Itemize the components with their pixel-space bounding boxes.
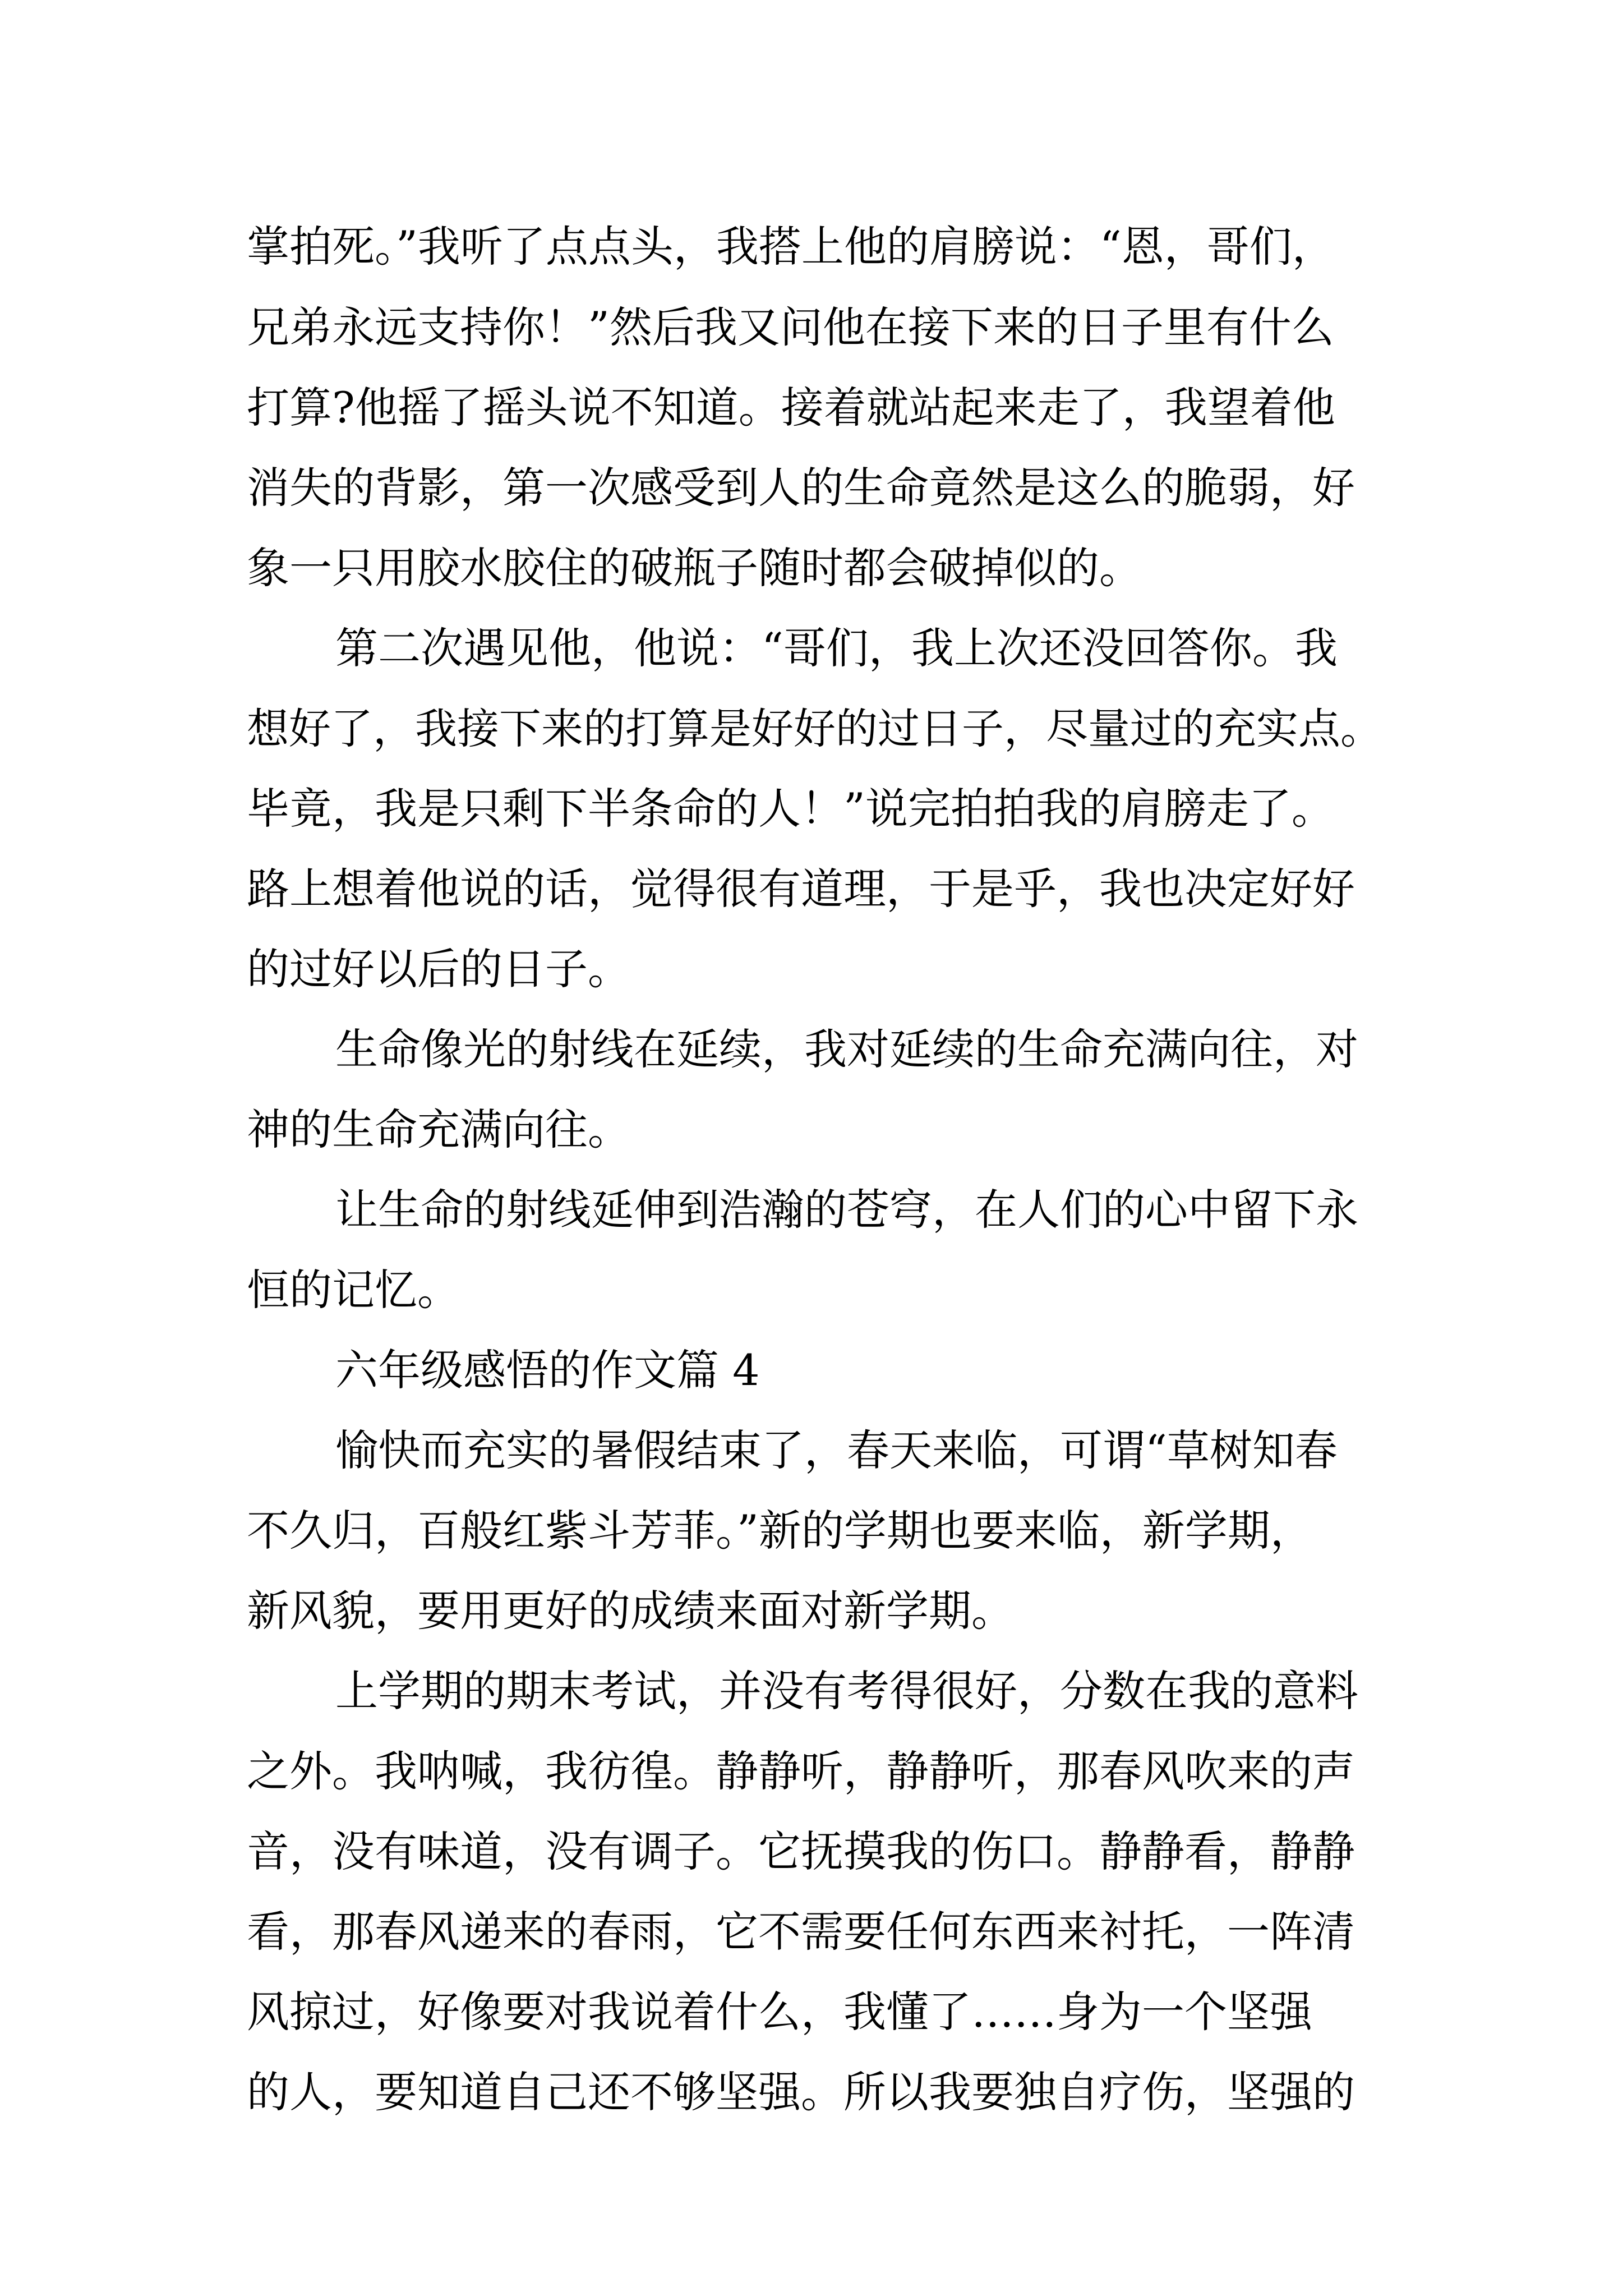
text-line: 象一只用胶水胶住的破瓶子随时都会破掉似的。 bbox=[247, 543, 1142, 593]
text-line: 生命像光的射线在延续，我对延续的生命充满向往，对 bbox=[335, 1024, 1358, 1074]
text-line: 想好了，我接下来的打算是好好的过日子，尽量过的充实点。 bbox=[247, 704, 1383, 753]
text-line: 新风貌，要用更好的成绩来面对新学期。 bbox=[247, 1586, 1014, 1636]
text-line: 路上想着他说的话，觉得很有道理，于是乎，我也决定好好 bbox=[247, 864, 1355, 914]
text-line: 打算?他摇了摇头说不知道。接着就站起来走了，我望着他 bbox=[247, 383, 1335, 432]
text-line: 神的生命充满向往。 bbox=[247, 1105, 630, 1154]
text-line: 兄弟永远支持你！”然后我又问他在接下来的日子里有什么 bbox=[247, 302, 1334, 352]
text-line: 愉快而充实的暑假结束了，春天来临，可谓“草树知春 bbox=[335, 1425, 1338, 1475]
text-line: 的人，要知道自己还不够坚强。所以我要独自疗伤，坚强的 bbox=[247, 2067, 1355, 2117]
text-line: 之外。我呐喊，我彷徨。静静听，静静听，那春风吹来的声 bbox=[247, 1746, 1355, 1796]
text-line: 掌拍死。”我听了点点头，我搭上他的肩膀说：“恩，哥们， bbox=[247, 222, 1335, 272]
text-line: 看，那春风递来的春雨，它不需要任何东西来衬托，一阵清 bbox=[247, 1907, 1355, 1957]
section-heading: 六年级感悟的作文篇 4 bbox=[335, 1345, 760, 1395]
text-line: 让生命的射线延伸到浩瀚的苍穹，在人们的心中留下永 bbox=[335, 1185, 1358, 1235]
text-line: 风掠过，好像要对我说着什么，我懂了……身为一个坚强 bbox=[247, 1987, 1312, 2037]
text-line: 音，没有味道，没有调子。它抚摸我的伤口。静静看，静静 bbox=[247, 1826, 1355, 1876]
text-line: 上学期的期末考试，并没有考得很好，分数在我的意料 bbox=[335, 1666, 1358, 1716]
text-line: 消失的背影，第一次感受到人的生命竟然是这么的脆弱，好 bbox=[247, 463, 1355, 513]
text-line: 毕竟，我是只剩下半条命的人！”说完拍拍我的肩膀走了。 bbox=[247, 784, 1334, 834]
text-line: 的过好以后的日子。 bbox=[247, 944, 630, 994]
text-line: 第二次遇见他，他说：“哥们，我上次还没回答你。我 bbox=[335, 623, 1338, 673]
text-line: 恒的记忆。 bbox=[247, 1265, 460, 1315]
text-line: 不久归，百般红紫斗芳菲。”新的学期也要来临，新学期， bbox=[247, 1506, 1313, 1556]
